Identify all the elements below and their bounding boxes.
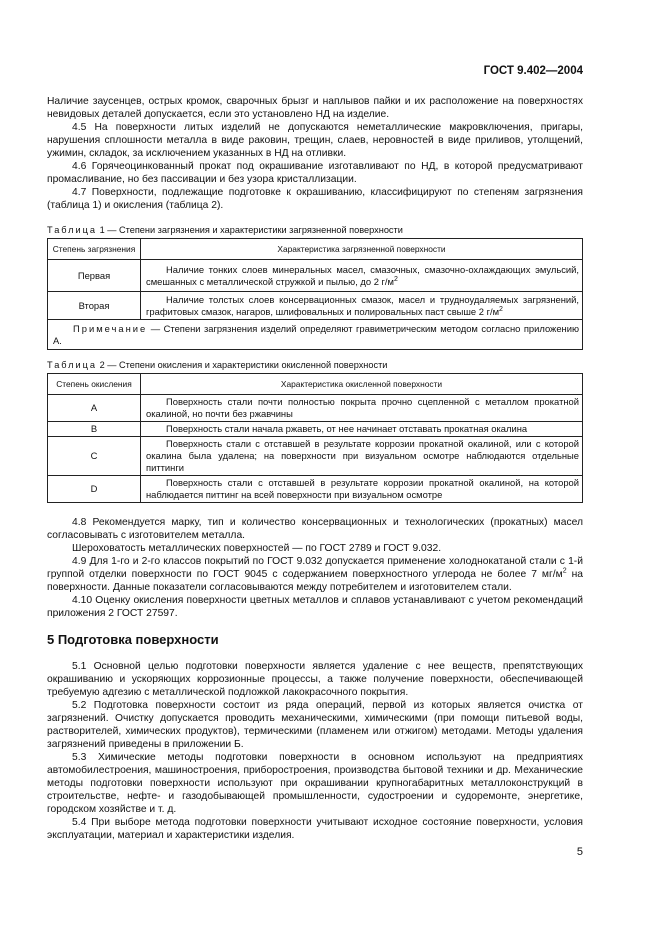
table2-degree-cell: C — [48, 437, 141, 476]
cell-text: Наличие толстых слоев консервационных смазок, масел и трудноудаляемых загрязнений, графитовых смазок, нагаров, шлифовальных и полировальных паст свыше 2 г/м — [146, 293, 579, 317]
paragraph-5-2: 5.2 Подготовка поверхности состоит из ряда операций, первой из которых является очистка от загрязнений. Очистку допускается проводить механическими, химическими (при помощи питьевой воды, растворителей, химических продуктов), термическими (пламенем или отжигом) методами. Методы удаления загрязнений приведены в приложении Б. — [47, 700, 583, 750]
paragraph-text-tail: на поверхности. Данные показатели согласовываются между потребителем и изготовителем стали. — [47, 569, 583, 593]
section-text-block — [47, 660, 583, 842]
table2-header-characteristic: Характеристика окисленной поверхности — [141, 374, 583, 395]
paragraph-text: 4.10 Оценку окисления поверхности цветных металлов и сплавов устанавливают с учетом рекомендаций приложения 2 ГОСТ 27597. — [47, 595, 583, 619]
paragraph-4-6: 4.6 Горячеоцинкованный прокат под окрашивание изготавливают по НД, в которой предусматривают промасливание, но без пассивации и без узора кристаллизации. — [47, 161, 583, 185]
paragraph-4-9 — [47, 555, 583, 594]
paragraph-4-8 — [47, 516, 583, 542]
table2-caption-rest: 2 — Степени окисления и характеристики окисленной поверхности — [97, 360, 388, 370]
table1-header-row — [48, 239, 583, 260]
cell-text: Наличие тонких слоев минеральных масел, смазочных, смазочно-охлаждающих эмульсий, смешанных с металлической стружкой и пылью, до 2 г/м — [146, 263, 579, 287]
table1-note-row — [48, 320, 583, 350]
table1-caption-word: Таблица — [47, 225, 98, 235]
table1-header-degree: Степень загрязнения — [48, 239, 141, 260]
paragraph-text: Шероховатость металлических поверхностей — по ГОСТ 2789 и ГОСТ 9.032. — [72, 543, 442, 554]
paragraph-continuation: Наличие заусенцев, острых кромок, сварочных брызг и наплывов пайки и их расположение на поверхностях невидовых деталей допускается, если это установлено НД на изделие. — [47, 96, 583, 120]
paragraph-5-4: 5.4 При выборе метода подготовки поверхности учитывают исходное состояние поверхности, условия эксплуатации, материал и характеристики изделия. — [47, 817, 583, 841]
paragraph-5-1: 5.1 Основной целью подготовки поверхности является удаление с нее веществ, препятствующих окрашиванию и ускоряющих коррозионные процессы, а также получение поверхности, обеспечивающей требуемую адгезию с металлической подложкой лакокрасочного покрытия. — [47, 661, 583, 698]
table2-caption-word: Таблица — [47, 360, 98, 370]
table2-caption — [47, 359, 387, 371]
table2-oxidation — [47, 373, 583, 503]
section-title: 5 Подготовка поверхности — [47, 632, 219, 647]
paragraph-roughness — [47, 542, 583, 555]
paragraph-4-10 — [47, 594, 583, 620]
table-row — [48, 476, 583, 503]
table1-characteristic-cell — [141, 292, 583, 320]
table1-caption-rest: 1 — Степени загрязнения и характеристики загрязненной поверхности — [97, 225, 403, 235]
document-page — [47, 0, 583, 936]
table-row — [48, 260, 583, 292]
table2-characteristic-cell: Поверхность стали почти полностью покрыта прочно сцепленной с металлом прокатной окалиной, но почти без ржавчины — [141, 395, 583, 422]
paragraph-4-5: 4.5 На поверхности литых изделий не допускаются неметаллические макровключения, пригары, нарушения сплошности металла в виде раковин, трещин, слаев, неровностей в виде приливов, утолщений, ужимин, складок, за исключением указанных в НД на отливки. — [47, 122, 583, 159]
mid-text-block — [47, 516, 583, 620]
paragraph-text: 4.8 Рекомендуется марку, тип и количество консервационных и технологических (прокатных) масел согласовывать с изготовителем металла. — [47, 517, 583, 541]
paragraph-text: 4.9 Для 1-го и 2-го классов покрытий по ГОСТ 9.032 допускается применение холоднокатаной стали с 1-й группой отделки поверхности по ГОСТ 9045 с содержанием поверхностного углерода не более 7 мг/м — [47, 556, 583, 580]
table1-header-characteristic: Характеристика загрязненной поверхности — [141, 239, 583, 260]
table2-characteristic-cell: Поверхность стали начала ржаветь, от нее начинает отставать прокатная окалина — [141, 422, 583, 437]
table1-caption — [47, 224, 403, 236]
table-row — [48, 437, 583, 476]
superscript: 2 — [393, 275, 398, 283]
table2-degree-cell: A — [48, 395, 141, 422]
table2-header-degree: Степень окисления — [48, 374, 141, 395]
table-row — [48, 395, 583, 422]
superscript: 2 — [562, 567, 567, 575]
table2-characteristic-cell: Поверхность стали с отставшей в результате коррозии прокатной окалиной, на которой наблюдается питтинг на всей поверхности при визуальном осмотре — [141, 476, 583, 503]
table-row — [48, 422, 583, 437]
table1-note — [48, 320, 583, 350]
table2-degree-cell: B — [48, 422, 141, 437]
table1-degree-cell: Первая — [48, 260, 141, 292]
page-number: 5 — [576, 846, 583, 858]
superscript: 2 — [499, 305, 503, 313]
paragraph-5-3: 5.3 Химические методы подготовки поверхности в основном используют на предприятиях автомобилестроения, машиностроения, приборостроения, производства бытовой техники и др. Механические методы подготовки поверхности используют при окрашивании крупногабаритных металлоконструкций в строительстве, нефте- и газодобывающей промышленности, судостроении и судоремонте, энергетике, городском хозяйстве и т. д. — [47, 752, 583, 815]
table-row — [48, 292, 583, 320]
table1-degree-cell: Вторая — [48, 292, 141, 320]
note-text: — Степени загрязнения изделий определяют гравиметрическим методом согласно приложению А. — [53, 322, 579, 346]
table2-degree-cell: D — [48, 476, 141, 503]
table2-characteristic-cell: Поверхность стали с отставшей в результате коррозии прокатной окалиной, или с которой окалина была удалена; на поверхности при визуальном осмотре наблюдаются отдельные питтинги — [141, 437, 583, 476]
paragraph-4-7: 4.7 Поверхности, подлежащие подготовке к окрашиванию, классифицируют по степеням загрязнения (таблица 1) и окисления (таблица 2). — [47, 187, 583, 211]
intro-text-block — [47, 95, 583, 212]
table1-contamination — [47, 238, 583, 350]
doc-header-code: ГОСТ 9.402—2004 — [483, 65, 583, 77]
table1-characteristic-cell — [141, 260, 583, 292]
note-word: Примечание — [73, 322, 148, 334]
table2-header-row — [48, 374, 583, 395]
